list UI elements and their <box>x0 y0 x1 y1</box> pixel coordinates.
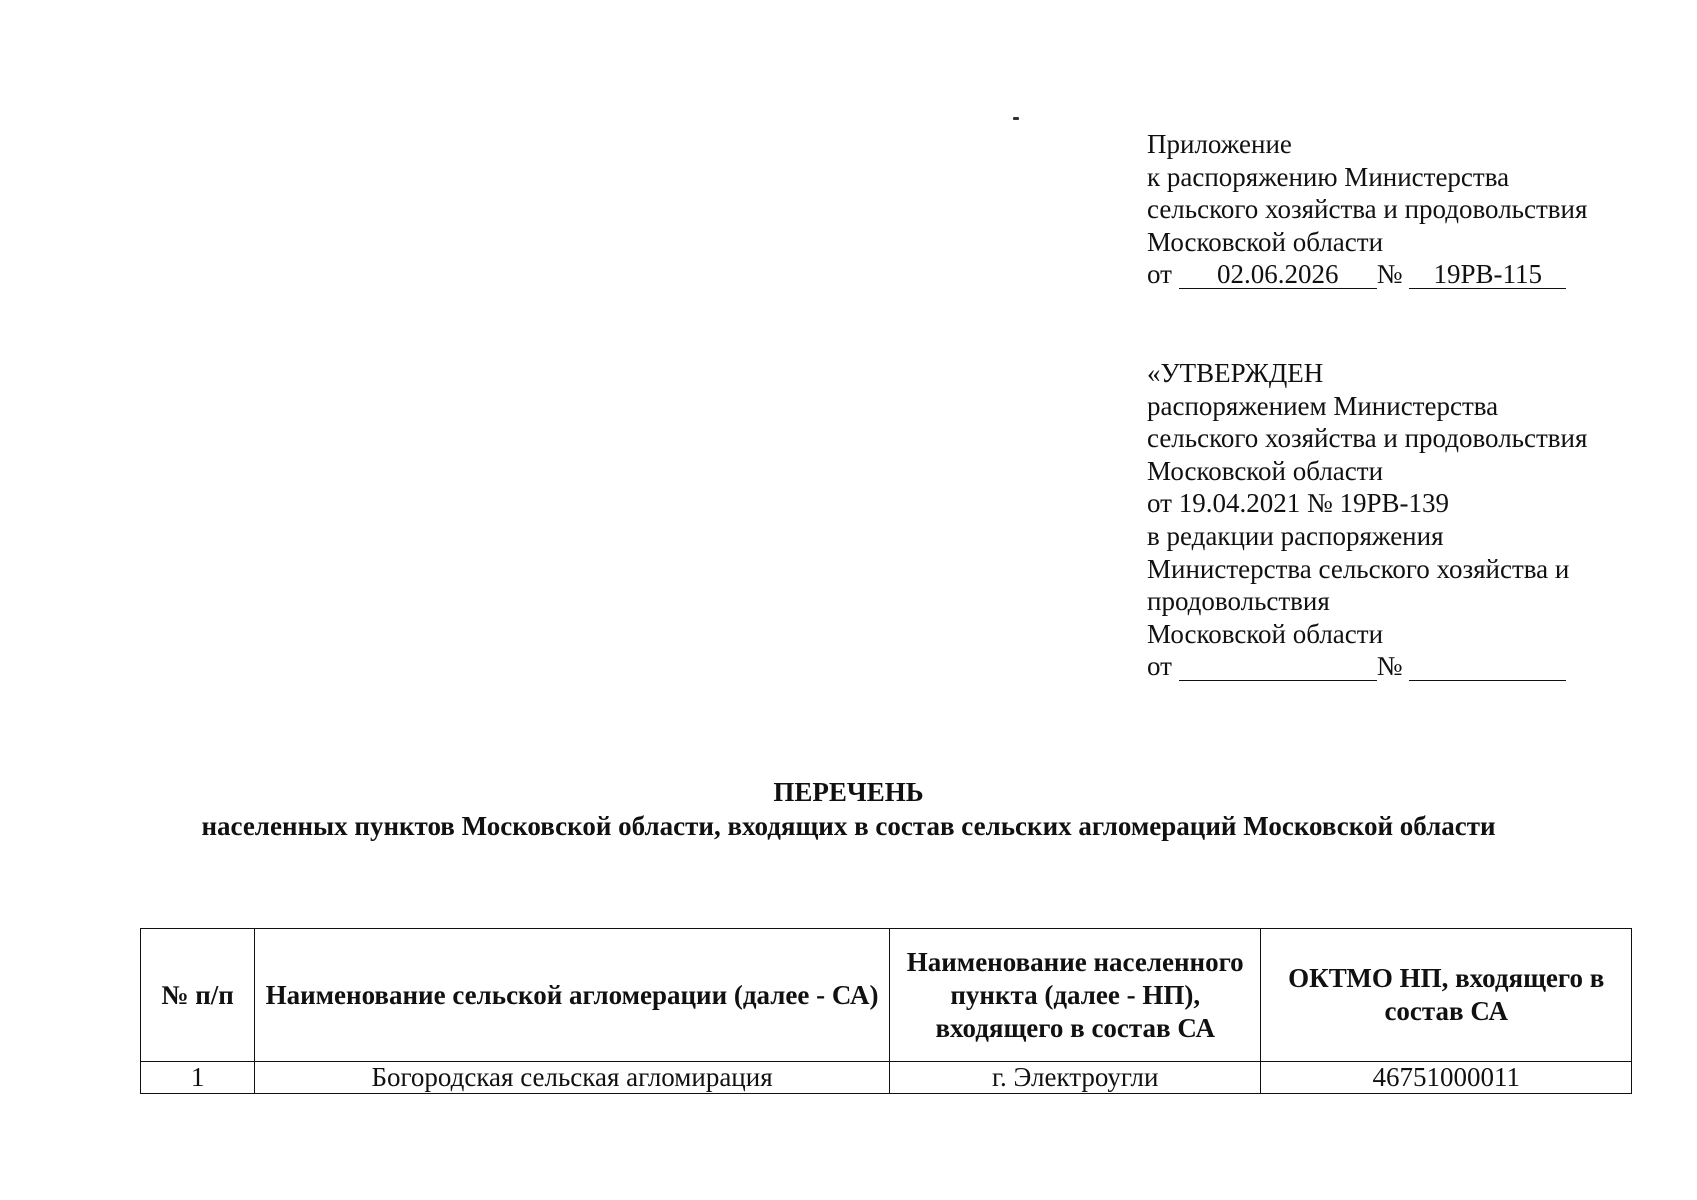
from-label: от <box>1147 259 1172 290</box>
document-title <box>0 775 1697 843</box>
approval-block <box>1147 128 1657 683</box>
approved-date-line <box>1147 650 1657 683</box>
approval-date-line <box>1147 258 1657 291</box>
approved-number-blank <box>1409 653 1566 681</box>
from-label: от <box>1147 651 1172 682</box>
approved-line: продовольствия <box>1147 586 1330 617</box>
approved-line: Министерства сельского хозяйства и <box>1147 553 1570 584</box>
scan-speck <box>1013 117 1019 120</box>
approval-line: к распоряжению Министерства <box>1147 161 1510 192</box>
approved-line: сельского хозяйства и продовольствия <box>1147 423 1588 454</box>
approved-line: Московской области <box>1147 455 1384 486</box>
number-sign: № <box>1376 259 1403 290</box>
table-header-row <box>141 929 1632 1062</box>
approved-line: в редакции распоряжения <box>1147 520 1444 551</box>
approval-date: 02.06.2026 <box>1179 261 1377 289</box>
title-heading: ПЕРЕЧЕНЬ <box>773 777 924 807</box>
cell-agglomeration: Богородская сельская агломирация <box>255 1062 890 1094</box>
approval-line: сельского хозяйства и продовольствия <box>1147 194 1588 225</box>
spacer <box>1147 291 1657 357</box>
approval-line: Московской области <box>1147 226 1384 257</box>
cell-oktmo: 46751000011 <box>1261 1062 1632 1094</box>
approved-line: распоряжением Министерства <box>1147 390 1499 421</box>
approved-line: Московской области <box>1147 618 1384 649</box>
cell-settlement: г. Электроугли <box>889 1062 1260 1094</box>
approval-number: 19РВ-115 <box>1409 261 1566 289</box>
header-settlement: Наименование населенного пункта (далее - НП), входящего в состав СА <box>889 929 1260 1062</box>
settlements-table <box>140 928 1632 1094</box>
approved-date-blank <box>1179 653 1377 681</box>
approved-line: «УТВЕРЖДЕН <box>1147 357 1324 388</box>
header-agglomeration: Наименование сельской агломерации (далее - СА) <box>255 929 890 1062</box>
table-row <box>141 1062 1632 1094</box>
approval-line: Приложение <box>1147 129 1292 159</box>
cell-number: 1 <box>141 1062 255 1094</box>
approved-line: от 19.04.2021 № 19РВ-139 <box>1147 488 1449 519</box>
number-sign: № <box>1376 651 1403 682</box>
header-number: № п/п <box>141 929 255 1062</box>
title-subheading: населенных пунктов Московской области, входящих в состав сельских агломераций Московской области <box>201 811 1496 841</box>
header-oktmo: ОКТМО НП, входящего в состав СА <box>1261 929 1632 1062</box>
